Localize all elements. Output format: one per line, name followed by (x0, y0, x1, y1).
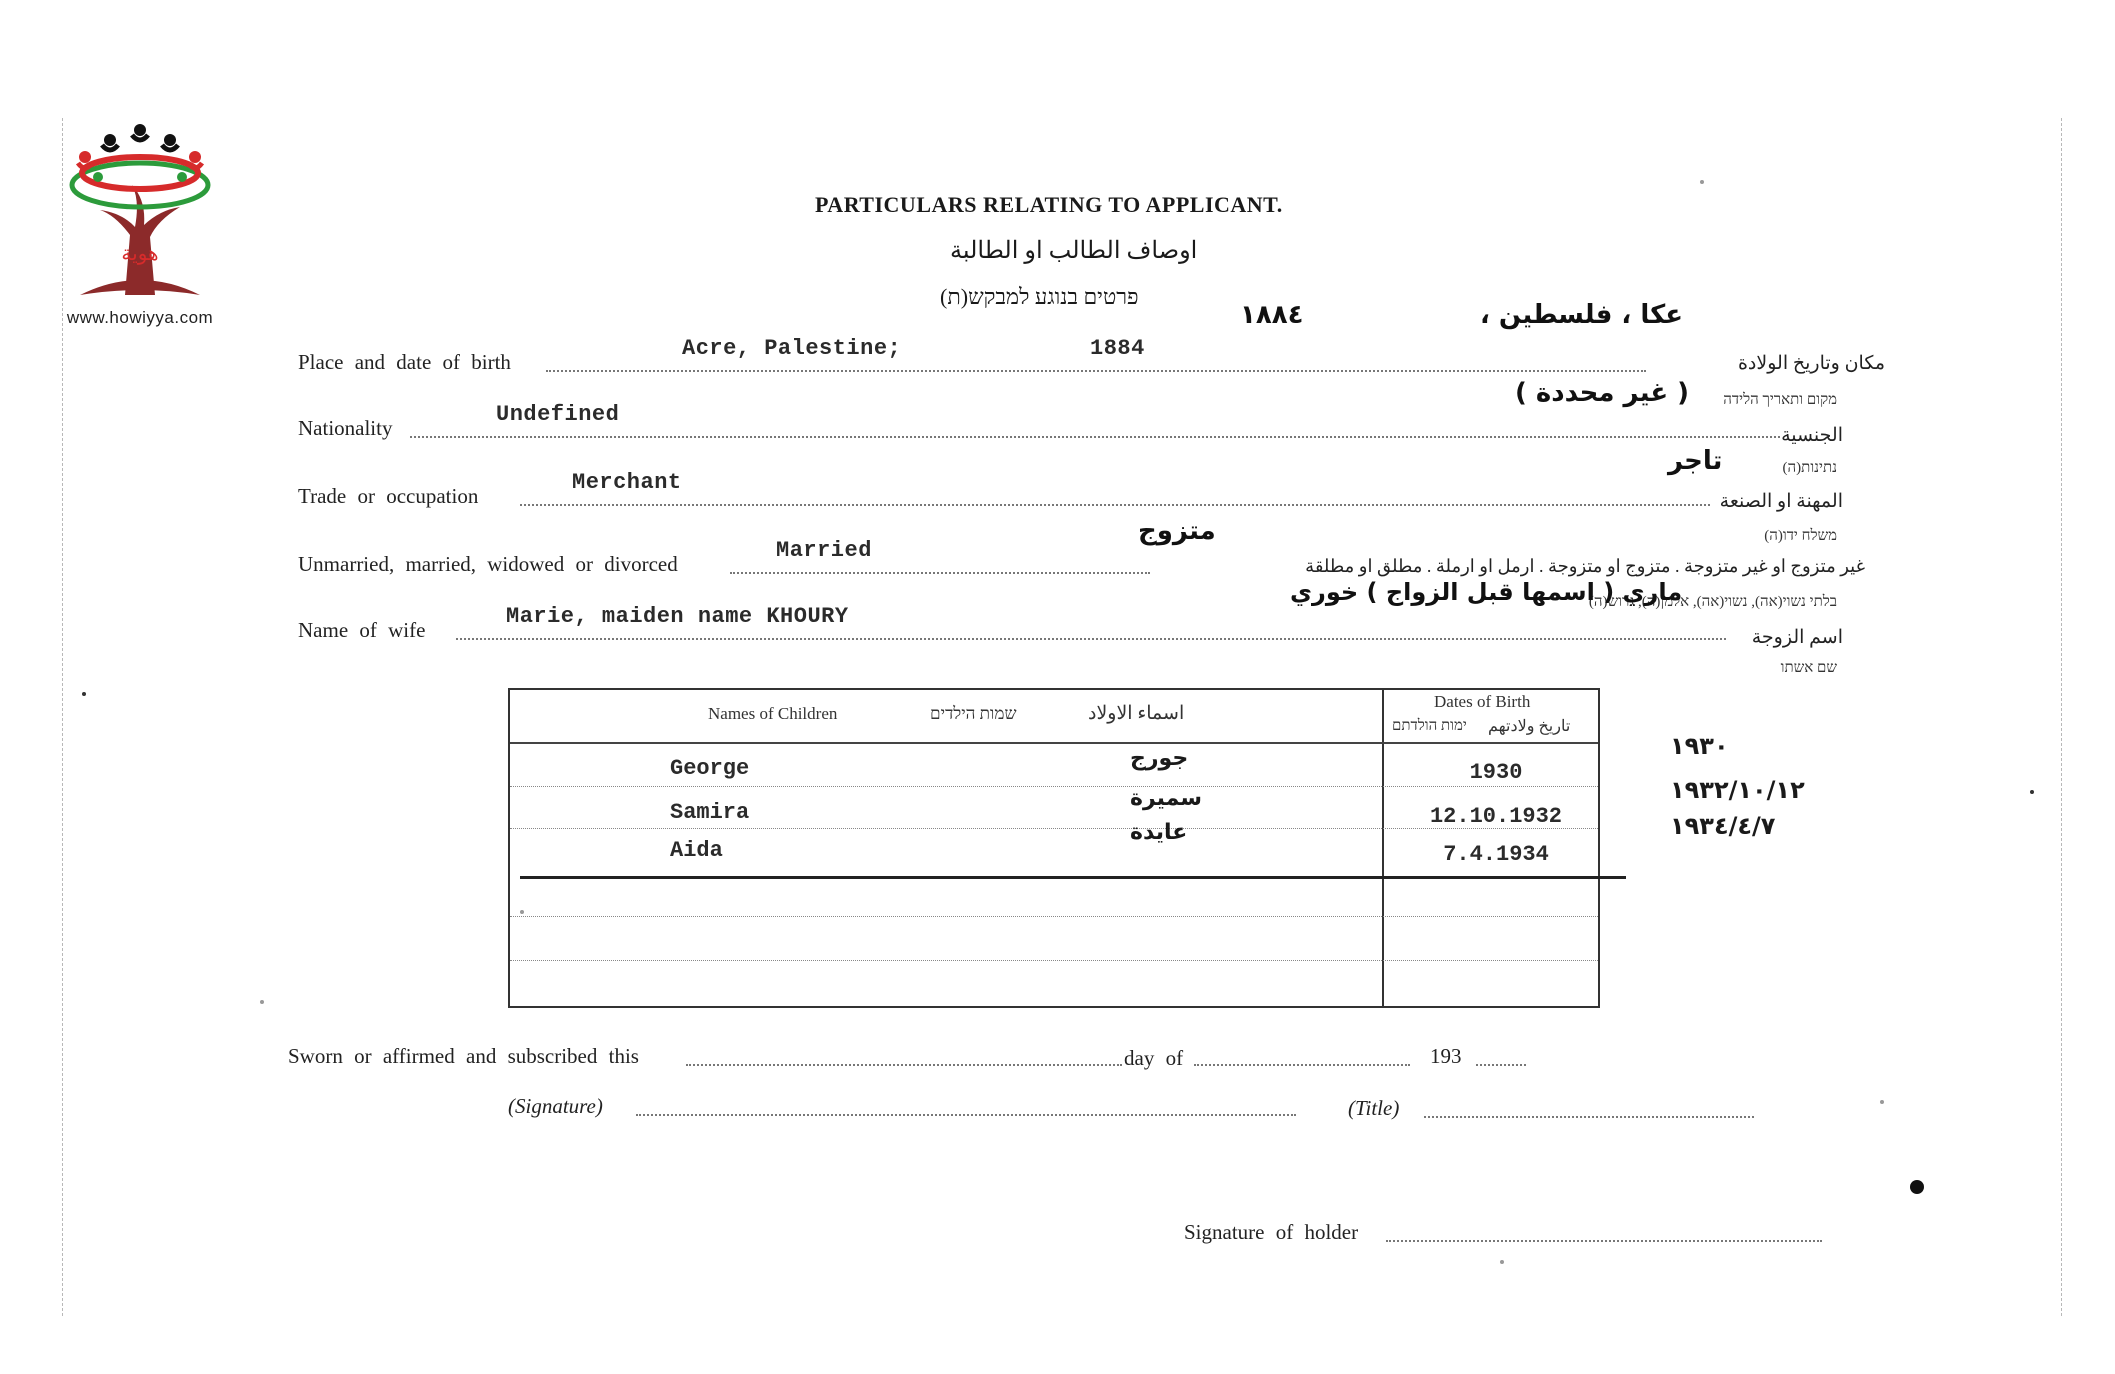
title-label: (Title) (1348, 1096, 1400, 1120)
trade-label-ar: المهنة او الصنعة (1719, 491, 1843, 512)
wife-value: Marie, maiden name KHOURY (506, 604, 849, 629)
nationality-label-ar: الجنسية (1781, 425, 1843, 446)
child-dob-ar: ١٩٣٠ (1670, 732, 1729, 760)
child-name: Aida (670, 838, 723, 863)
nationality-label-he: נתינות(ה) (1782, 460, 1837, 476)
speck (520, 910, 524, 914)
year-dotted-line (1476, 1064, 1526, 1066)
form-title: PARTICULARS RELATING TO APPLICANT. (815, 192, 1283, 217)
marital-hand-ar: متزوج (1138, 516, 1216, 546)
birth-label-ar: مكان وتاريخ الولادة (1737, 353, 1885, 374)
child-dob: 7.4.1934 (1443, 842, 1549, 867)
birth-label-he: מקום ותאריך הלידה (1723, 392, 1837, 408)
child-dob-ar: ١٩٣٤/٤/٧ (1670, 812, 1776, 840)
child-name: George (670, 756, 750, 781)
trade-label: Trade or occupation (298, 484, 479, 508)
marital-value: Married (776, 538, 872, 563)
marital-label-he: בלתי נשוי(אה), נשוי(אה), אלמן(ה), גרוש(ה) (1588, 594, 1837, 610)
logo-url[interactable]: www.howiyya.com (66, 308, 214, 327)
nationality-hand-ar: ( غير محددة ) (1515, 378, 1690, 408)
speck (1500, 1260, 1504, 1264)
header-names: Names of Children (708, 704, 838, 723)
header-names-ar: اسماء الاولاد (1088, 703, 1185, 724)
trade-hand-ar: تاجر (1668, 446, 1723, 476)
speck (260, 1000, 264, 1004)
ink-blot (1910, 1180, 1924, 1194)
child-dob: 12.10.1932 (1429, 804, 1563, 829)
day-of-label: day of (1124, 1046, 1184, 1070)
header-dates-ar: تاريخ ولادتهم (1488, 718, 1571, 735)
signature-dotted-line (636, 1114, 1296, 1116)
trade-value: Merchant (572, 470, 682, 495)
holder-signature-label: Signature of holder (1184, 1220, 1359, 1244)
marital-label-ar: غير متزوج او غير متزوجة . متزوج او متزوجة . ارمل او ارملة . مطلق او مطلقة (1305, 556, 1865, 576)
form-title-ar: اوصاف الطالب او الطالبة (950, 238, 1198, 264)
speck (2030, 790, 2034, 794)
nationality-label: Nationality (298, 416, 393, 440)
nationality-dotted-line (410, 436, 1780, 438)
nationality-value: Undefined (496, 402, 620, 427)
column-separator (1382, 690, 1384, 1006)
speck (1700, 180, 1704, 184)
row-divider (510, 960, 1598, 961)
birth-year-value: 1884 (1090, 336, 1145, 361)
birth-hand-ar-place: عكا ، فلسطين ، (1480, 300, 1683, 330)
birth-place-value: Acre, Palestine; (682, 336, 902, 361)
sworn-day-dotted-line (686, 1064, 1122, 1066)
title-dotted-line (1424, 1116, 1754, 1118)
trade-label-he: משלח ידו(ה) (1764, 528, 1837, 544)
birth-label: Place and date of birth (298, 350, 511, 374)
howiyya-logo (40, 115, 240, 330)
wife-dotted-line (456, 638, 1726, 640)
child-name: Samira (670, 800, 750, 825)
holder-signature-dotted-line (1386, 1240, 1822, 1242)
child-name-ar: سميرة (1130, 786, 1203, 811)
year-prefix: 193 (1430, 1044, 1462, 1068)
wife-label-ar: اسم الزوجة (1751, 627, 1843, 648)
marital-label: Unmarried, married, widowed or divorced (298, 552, 678, 576)
marital-dotted-line (730, 572, 1150, 574)
speck (1880, 1100, 1884, 1104)
child-dob-ar: ١٩٣٢/١٠/١٢ (1670, 776, 1805, 804)
svg-text:هوية: هوية (121, 241, 159, 265)
sworn-label: Sworn or affirmed and subscribed this (288, 1044, 639, 1068)
child-dob: 1930 (1469, 760, 1523, 785)
birth-dotted-line (546, 370, 1646, 372)
trade-dotted-line (520, 504, 1710, 506)
signature-label: (Signature) (508, 1094, 603, 1118)
row-divider (510, 786, 1598, 787)
speck (82, 692, 86, 696)
child-name-ar: جورج (1130, 746, 1189, 771)
row-divider (510, 916, 1598, 917)
wife-hand-ar: ماري ( اسمها قبل الزواج ) خوري (1290, 578, 1683, 606)
header-dates-he: ימות הולדתם (1392, 718, 1467, 734)
row-divider (510, 742, 1598, 744)
header-names-he: שמות הילדים (930, 704, 1017, 723)
wife-label: Name of wife (298, 618, 426, 642)
row-divider-heavy (520, 876, 1626, 879)
children-table (508, 688, 1600, 1008)
month-dotted-line (1194, 1064, 1410, 1066)
wife-label-he: שם אשתו (1780, 660, 1837, 676)
header-dates: Dates of Birth (1434, 692, 1531, 711)
form-title-he: פרטים בנוגע למבקש(ת) (940, 284, 1139, 309)
birth-hand-ar-year: ١٨٨٤ (1240, 300, 1304, 330)
child-name-ar: عايدة (1130, 820, 1188, 845)
